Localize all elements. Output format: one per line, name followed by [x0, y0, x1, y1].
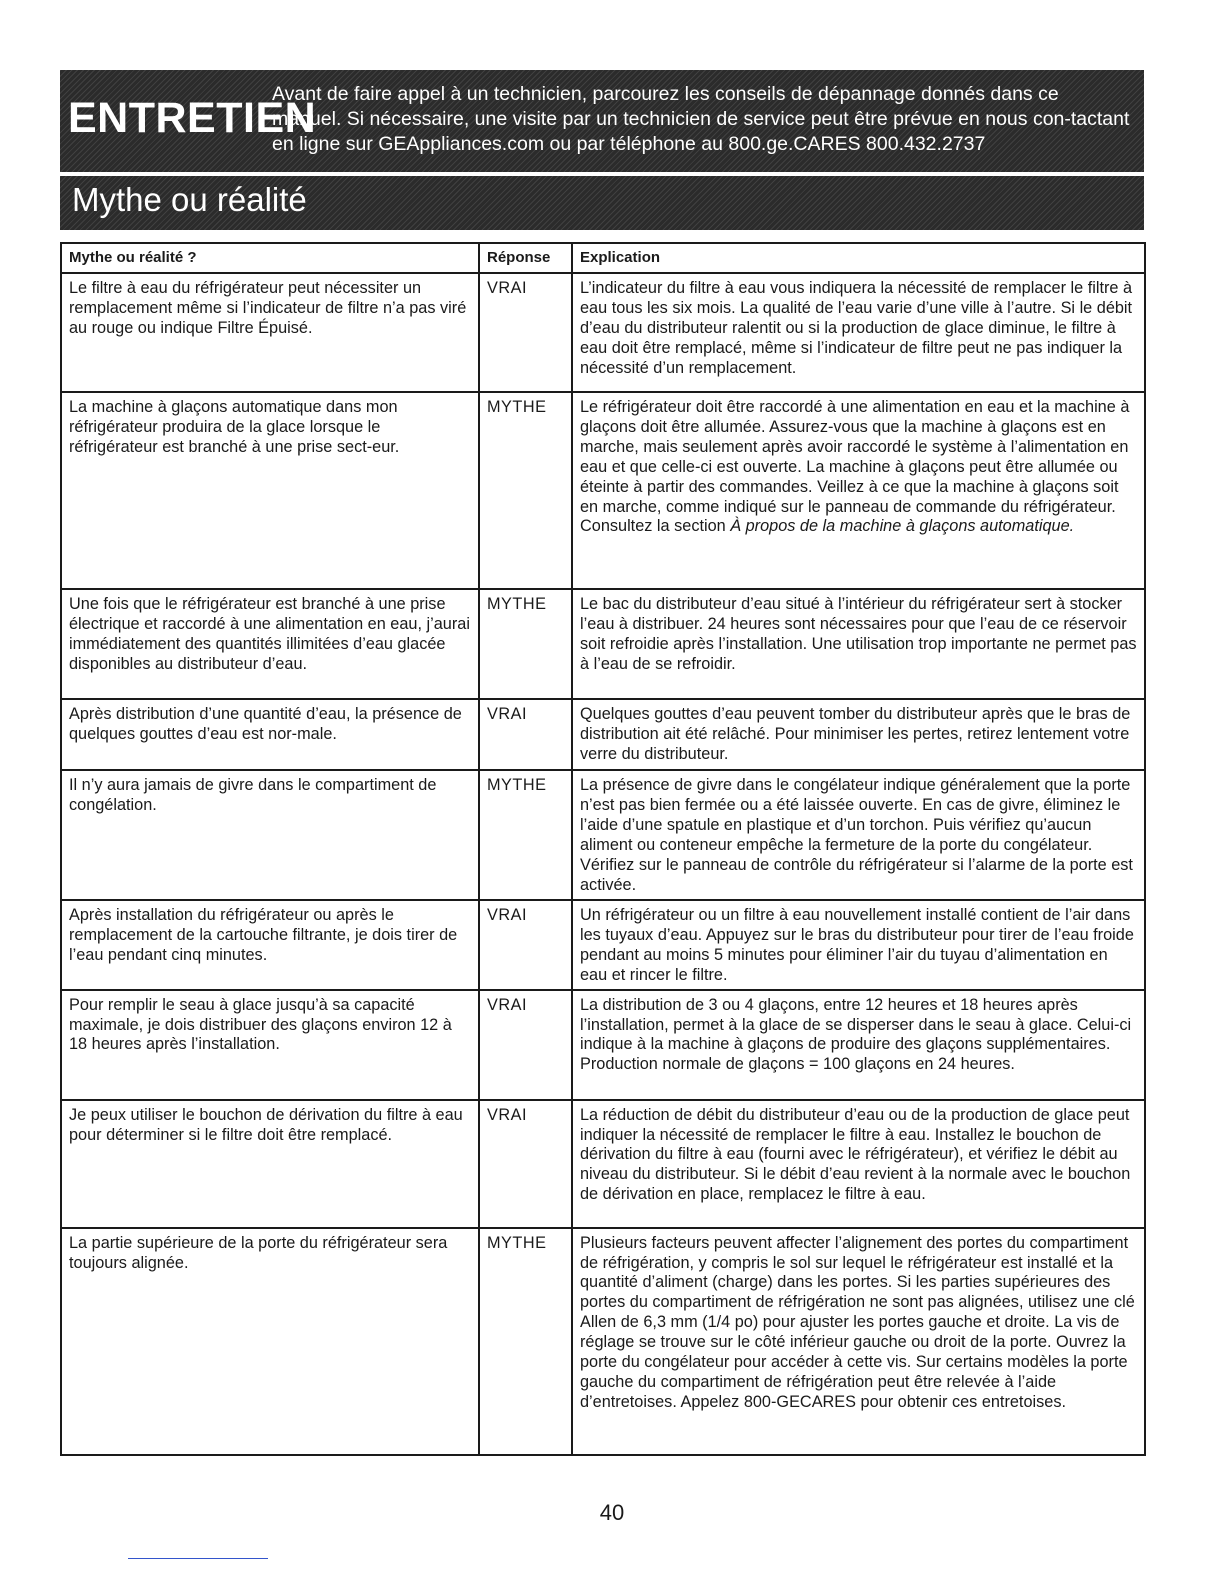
myth-cell: Le filtre à eau du réfrigérateur peut nécessiter un remplacement même si l’indicateur de filtre n’a pas viré au rouge ou indique Filtre Épuisé. [61, 273, 479, 392]
table-row [61, 589, 1145, 699]
explanation-cell: La distribution de 3 ou 4 glaçons, entre 12 heures et 18 heures après l’installation, permet à la glace de se disperser dans le seau à glace. Celui-ci indique à la machine à glaçons de produire des glaçons supplémentaires. Production normale de glaçons = 100 glaçons en 24 heures. [572, 990, 1145, 1100]
table-row [61, 392, 1145, 589]
answer-cell: VRAI [479, 990, 572, 1100]
myth-fact-table [60, 242, 1146, 1456]
header-explanation: Explication [572, 243, 1145, 273]
table-row [61, 699, 1145, 770]
answer-cell: VRAI [479, 273, 572, 392]
myth-cell: Pour remplir le seau à glace jusqu’à sa capacité maximale, je dois distribuer des glaçons environ 12 à 18 heures après l’installation. [61, 990, 479, 1100]
table-row [61, 273, 1145, 392]
myth-cell: La machine à glaçons automatique dans mon réfrigérateur produira de la glace lorsque le réfrigérateur est branché à une prise sect-eur. [61, 392, 479, 589]
section-band [60, 176, 1144, 230]
header-band [60, 70, 1144, 172]
table-row [61, 990, 1145, 1100]
explanation-cell [572, 392, 1145, 589]
page-number: 40 [599, 1500, 625, 1525]
explanation-cell: Quelques gouttes d’eau peuvent tomber du distributeur après que le bras de distribution ait été relâché. Pour minimiser les pertes, retirez lentement votre verre du distributeur. [572, 699, 1145, 770]
table-header-row [61, 243, 1145, 273]
table-row [61, 900, 1145, 990]
answer-cell: VRAI [479, 699, 572, 770]
header-service-text: Avant de faire appel à un technicien, parcourez les conseils de dépannage donnés dans ce manuel. Si nécessaire, une visite par un technicien de service peut être prévue en nous con-tactant en ligne sur GEAppliances.com ou par téléphone au 800.ge.CARES 800.432.2737 [272, 83, 1130, 155]
table-row [61, 1228, 1145, 1455]
header-myth: Mythe ou réalité ? [61, 243, 479, 273]
explanation-cell: Plusieurs facteurs peuvent affecter l’alignement des portes du compartiment de réfrigération, y compris le sol sur lequel le réfrigérateur est installé et la quantité d’aliment (charge) dans les portes. Si les parties supérieures des portes du compartiment de réfrigération ne sont pas alignées, utilisez une clé Allen de 6,3 mm (1/4 po) pour ajuster les portes gauche et droite. La vis de réglage se trouve sur le côté inférieur gauche ou droit de la porte. Ouvrez la porte du congélateur pour accéder à cette vis. Sur certains modèles la porte gauche du compartiment de réfrigération peut être relevée à l’aide d’entretoises. Appelez 800-GECARES pour obtenir ces entretoises. [572, 1228, 1145, 1455]
explanation-cell: Le bac du distributeur d’eau situé à l’intérieur du réfrigérateur sert à stocker l’eau à distribuer. 24 heures sont nécessaires pour que l’eau de ce réservoir soit refroidie après l’installation. Une utilisation trop importante ne permet pas à l’eau de se refroidir. [572, 589, 1145, 699]
answer-cell: VRAI [479, 900, 572, 990]
answer-cell: MYTHE [479, 1228, 572, 1455]
explanation-text: Le réfrigérateur doit être raccordé à une alimentation en eau et la machine à glaçons doit être allumée. Assurez-vous que la machine à glaçons est en marche, mais seulement après avoir raccordé le système à l’alimentation en eau et que celle-ci est ouverte. La machine à glaçons peut être allumée ou éteinte à partir des commandes. Veillez à ce que la machine à glaçons soit en marche, comme indiqué sur le panneau de commande du réfrigérateur. Consultez la section [580, 398, 1130, 536]
myth-cell: Je peux utiliser le bouchon de dérivation du filtre à eau pour déterminer si le filtre doit être remplacé. [61, 1100, 479, 1228]
header-title: ENTRETIEN [68, 94, 317, 142]
explanation-cell: L’indicateur du filtre à eau vous indiquera la nécessité de remplacer le filtre à eau tous les six mois. La qualité de l’eau varie d’une ville à l’autre. Si le débit d’eau du distributeur ralentit ou si la production de glace diminue, le filtre à eau doit être remplacé, même si l’indicateur de filtre peut ne pas indiquer la nécessité d’un remplacement. [572, 273, 1145, 392]
answer-cell: VRAI [479, 1100, 572, 1228]
myth-cell: Après distribution d’une quantité d’eau, la présence de quelques gouttes d’eau est nor-male. [61, 699, 479, 770]
answer-cell: MYTHE [479, 392, 572, 589]
explanation-cell: La réduction de débit du distributeur d’eau ou de la production de glace peut indiquer la nécessité de remplacer le filtre à eau. Installez le bouchon de dérivation du filtre à eau (fourni avec le réfrigérateur), et vérifiez le débit au niveau du distributeur. Si le débit d’eau revient à la normale avec le bouchon de dérivation en place, remplacez le filtre à eau. [572, 1100, 1145, 1228]
answer-cell: MYTHE [479, 589, 572, 699]
section-title: Mythe ou réalité [72, 181, 307, 218]
header-answer: Réponse [479, 243, 572, 273]
footer-rule [128, 1558, 268, 1559]
explanation-italic-ref: À propos de la machine à glaçons automatique. [730, 517, 1075, 536]
explanation-cell: Un réfrigérateur ou un filtre à eau nouvellement installé contient de l’air dans les tuyaux d’eau. Appuyez sur le bras du distributeur pour tirer de l’eau froide pendant au moins 5 minutes pour éliminer l’air du tuyau d’alimentation en eau et rincer le filtre. [572, 900, 1145, 990]
myth-cell: La partie supérieure de la porte du réfrigérateur sera toujours alignée. [61, 1228, 479, 1455]
table-row [61, 1100, 1145, 1228]
myth-cell: Après installation du réfrigérateur ou après le remplacement de la cartouche filtrante, je dois tirer de l’eau pendant cinq minutes. [61, 900, 479, 990]
table-row [61, 770, 1145, 900]
answer-cell: MYTHE [479, 770, 572, 900]
explanation-cell: La présence de givre dans le congélateur indique généralement que la porte n’est pas bien fermée ou a été laissée ouverte. En cas de givre, éliminez le l’aide d’une spatule en plastique et d’un torchon. Puis vérifiez qu’aucun aliment ou conteneur empêche la fermeture de la porte du congélateur. Vérifiez sur le panneau de contrôle du réfrigérateur si l’alarme de la porte est activée. [572, 770, 1145, 900]
myth-cell: Une fois que le réfrigérateur est branché à une prise électrique et raccordé à une alimentation en eau, j’aurai immédiatement des quantités illimitées d’eau glacée disponibles au distributeur d’eau. [61, 589, 479, 699]
myth-cell: Il n’y aura jamais de givre dans le compartiment de congélation. [61, 770, 479, 900]
